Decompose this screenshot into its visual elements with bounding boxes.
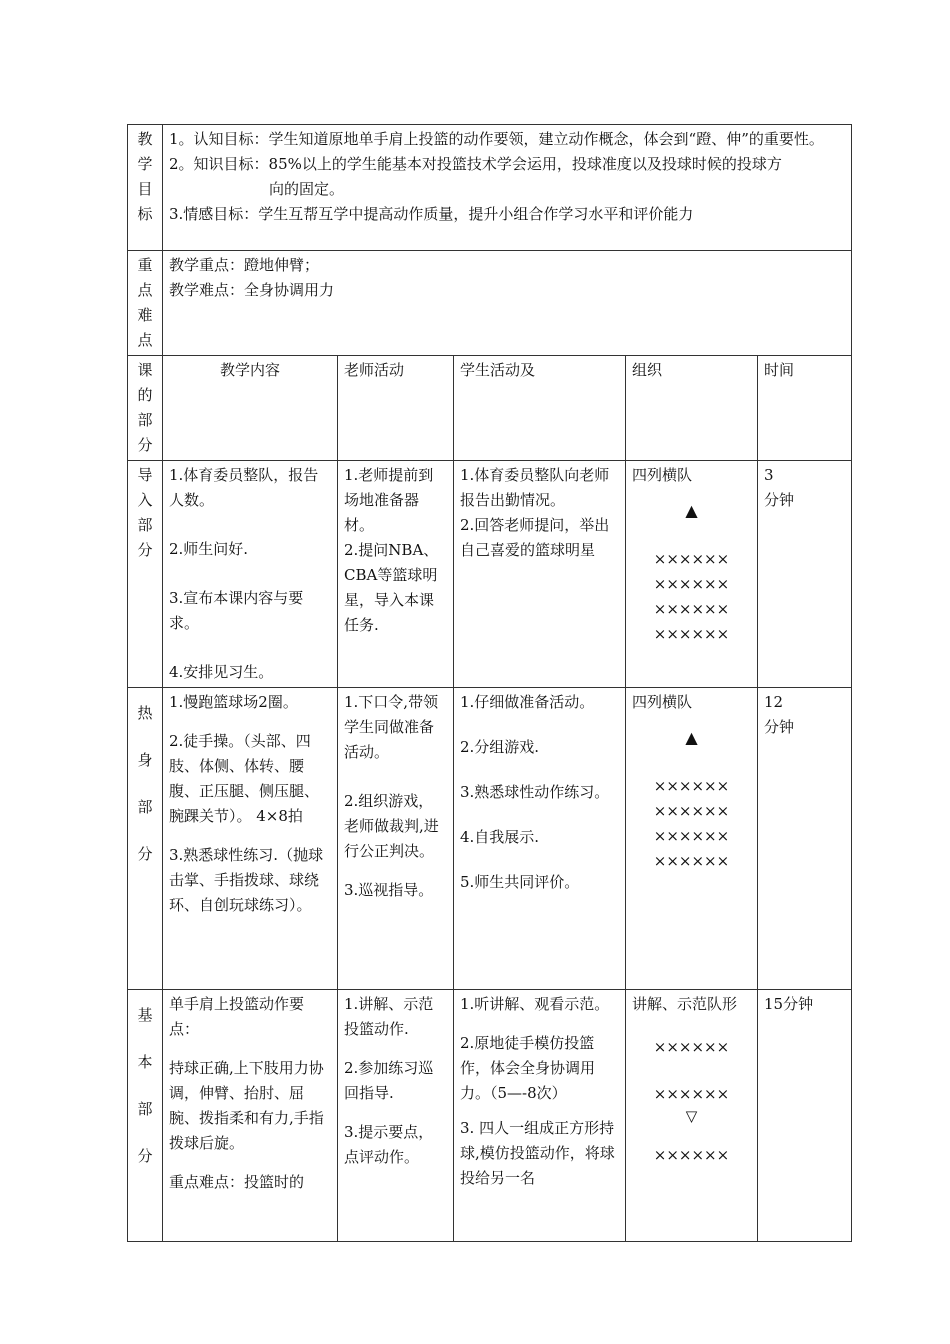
- basic-content-item: 持球正确,上下肢用力协调，伸臂、抬肘、屈腕、拨指柔和有力,手指拨球后旋。: [169, 1059, 324, 1152]
- basic-teacher-item: 2.参加练习巡回指导.: [344, 1059, 434, 1102]
- knowledge-objective: 2。知识目标：85%以上的学生能基本对投篮技术学会运用，投球准度以及投球时候的投球方: [169, 155, 782, 173]
- teacher-marker: ▲: [685, 728, 698, 747]
- warmup-teacher-item: 1.下口令,带领学生同做准备活动。: [344, 693, 439, 761]
- warmup-label: 热 身 部 分: [128, 688, 163, 990]
- teacher-marker: ▲: [685, 501, 698, 520]
- warmup-org-title: 四列横队: [632, 693, 693, 711]
- warmup-student: [454, 688, 626, 990]
- student-formation-row: ××××××: [653, 827, 730, 845]
- student-formation-row: ××××××: [653, 1085, 730, 1103]
- basic-teacher: [338, 990, 454, 1242]
- cognitive-objective: 1。认知目标：学生知道原地单手肩上投篮的动作要领，建立动作概念，体会到“蹬、伸”的重要性。: [169, 130, 824, 148]
- header-content: 教学内容: [163, 356, 338, 461]
- intro-time-unit: 分钟: [764, 491, 795, 509]
- section-label-header: 课 的 部 分: [128, 356, 163, 461]
- header-teacher: 老师活动: [338, 356, 454, 461]
- warmup-teacher-item: 3.巡视指导。: [344, 881, 434, 899]
- intro-row: [128, 461, 852, 688]
- warmup-content: [163, 688, 338, 990]
- header-org: 组织: [626, 356, 758, 461]
- warmup-student-item: 4.自我展示.: [460, 828, 540, 846]
- student-formation-row: ××××××: [653, 600, 730, 618]
- intro-content-item: 1.体育委员整队，报告人数。: [169, 466, 319, 509]
- intro-time-value: 3: [764, 466, 774, 484]
- teacher-marker: ▽: [685, 1107, 698, 1125]
- warmup-student-item: 5.师生共同评价。: [460, 873, 580, 891]
- intro-content-item: 4.安排见习生。: [169, 663, 274, 681]
- student-formation-row: ××××××: [653, 575, 730, 593]
- student-formation-row: ××××××: [653, 802, 730, 820]
- header-time: 时间: [758, 356, 852, 461]
- affective-objective: 3.情感目标：学生互帮互学中提高动作质量，提升小组合作学习水平和评价能力: [169, 205, 694, 223]
- warmup-content-item: 1.慢跑篮球场2圈。: [169, 693, 298, 711]
- basic-student-item: 2.原地徒手模仿投篮作，体会全身协调用力。（5—-8次）: [460, 1034, 596, 1102]
- intro-teacher-item: 2.提问NBA、CBA等篮球明星，导入本课任务.: [344, 541, 439, 634]
- warmup-time-value: 12: [764, 693, 784, 711]
- warmup-teacher-item: 2.组织游戏，老师做裁判,进行公正判决。: [344, 792, 439, 860]
- basic-time: 15分钟: [758, 990, 852, 1242]
- student-formation-row: ××××××: [653, 1038, 730, 1056]
- basic-label: 基 本 部 分: [128, 990, 163, 1242]
- objectives-text: [163, 125, 852, 251]
- basic-org-title: 讲解、示范队形: [632, 995, 738, 1013]
- intro-time: [758, 461, 852, 688]
- teaching-difficulty: 教学难点：全身协调用力: [169, 281, 335, 299]
- lesson-plan-table: [127, 124, 852, 1242]
- intro-student-item: 1.体育委员整队向老师报告出勤情况。: [460, 466, 610, 509]
- intro-student: [454, 461, 626, 688]
- warmup-student-item: 2.分组游戏.: [460, 738, 540, 756]
- teaching-focus: 教学重点：蹬地伸臂；: [169, 256, 320, 274]
- student-formation-row: ××××××: [653, 1146, 730, 1164]
- student-formation-row: ××××××: [653, 625, 730, 643]
- intro-label: 导 入 部 分: [128, 461, 163, 688]
- intro-content-item: 3.宣布本课内容与要求。: [169, 589, 304, 632]
- warmup-content-item: 3.熟悉球性练习.（抛球击掌、手指拨球、球绕环、自创玩球练习）。: [169, 846, 324, 914]
- objectives-row: [128, 125, 852, 251]
- basic-student-item: 3. 四人一组成正方形持球,模仿投篮动作，将球投给另一名: [460, 1119, 615, 1187]
- basic-student: [454, 990, 626, 1242]
- warmup-org: [626, 688, 758, 990]
- basic-content-item: 重点难点：投篮时的: [169, 1173, 305, 1191]
- student-formation-row: ××××××: [653, 550, 730, 568]
- warmup-time: [758, 688, 852, 990]
- warmup-teacher: [338, 688, 454, 990]
- intro-org-title: 四列横队: [632, 466, 693, 484]
- student-formation-row: ××××××: [653, 777, 730, 795]
- basic-content: [163, 990, 338, 1242]
- keypoints-text: [163, 251, 852, 356]
- basic-content-item: 单手肩上投篮动作要点：: [169, 995, 305, 1038]
- knowledge-objective-cont: 向的固定。: [269, 180, 345, 198]
- keypoints-label: 重 点 难 点: [128, 251, 163, 356]
- intro-teacher: [338, 461, 454, 688]
- intro-content-item: 2.师生问好.: [169, 540, 249, 558]
- warmup-student-item: 1.仔细做准备活动。: [460, 693, 595, 711]
- header-student: 学生活动及: [454, 356, 626, 461]
- objectives-label: 教 学 目 标: [128, 125, 163, 251]
- intro-content: [163, 461, 338, 688]
- warmup-content-item: 2.徒手操。（头部、四肢、体侧、体转、腰腹、正压腿、侧压腿、腕踝关节）。 4×8拍: [169, 732, 320, 825]
- intro-student-item: 2.回答老师提问，举出自己喜爱的篮球明星: [460, 516, 610, 559]
- student-formation-row: ××××××: [653, 852, 730, 870]
- warmup-row: [128, 688, 852, 990]
- warmup-time-unit: 分钟: [764, 718, 795, 736]
- basic-org: [626, 990, 758, 1242]
- basic-row: [128, 990, 852, 1242]
- intro-teacher-item: 1.老师提前到场地准备器材。: [344, 466, 434, 534]
- basic-teacher-item: 3.提示要点，点评动作。: [344, 1123, 434, 1166]
- warmup-student-item: 3.熟悉球性动作练习。: [460, 783, 610, 801]
- basic-teacher-item: 1.讲解、示范投篮动作.: [344, 995, 434, 1038]
- intro-org: [626, 461, 758, 688]
- keypoints-row: [128, 251, 852, 356]
- header-row: [128, 356, 852, 461]
- basic-student-item: 1.听讲解、观看示范。: [460, 995, 610, 1013]
